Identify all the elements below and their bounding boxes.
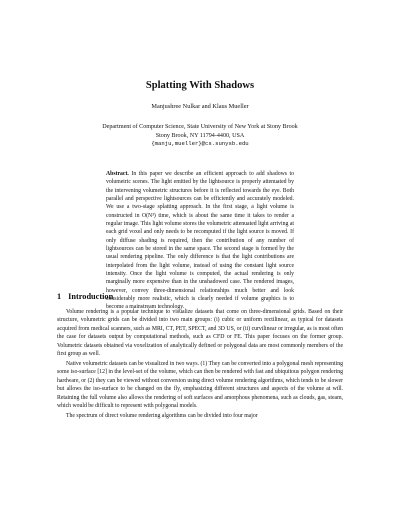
- author-emails: {manju,mueller}@cs.sunysb.edu: [151, 140, 249, 147]
- affiliation-department: Department of Computer Science, State University of New York at Stony Brook: [102, 124, 298, 130]
- abstract: [106, 170, 294, 312]
- abstract-label: Abstract.: [106, 171, 129, 177]
- section-title: Introduction: [68, 292, 114, 301]
- paper-title: Splatting With Shadows: [145, 80, 255, 91]
- paragraph: Native volumetric datasets can be visualized in two ways. (1) They can be converted into a polygonal mesh representing some iso-surface [12] in the level-set of the volume, which can then be rendered with fast and ubiquitous polygon rendering hardware, or (2) they can be viewed without conversion using direct volume rendering algorithms, which tends to be slower but allows the iso-surface to be changed on the fly, emphasizing different structures and aspects of the volume at will. Retaining the full volume also allows the rendering of soft surfaces and amorphous phenomena, such as clouds, gas, steam, which would be difficult to represent with polygonal models.: [57, 360, 343, 410]
- paragraph: The spectrum of direct volume rendering algorithms can be divided into four major: [66, 412, 258, 419]
- author-list: Manjushree Nulkar and Klaus Mueller: [151, 103, 249, 110]
- affiliation: [60, 123, 340, 149]
- body-text: [57, 308, 343, 421]
- section-heading: [57, 292, 113, 301]
- section-number: 1: [57, 292, 62, 301]
- paragraph: Volume rendering is a popular technique to visualize datasets that come on three-dimensional grids. Based on their structure, volumetric grids can be divided into two main groups: (i) cubic or uniform rectilinear, as typical for datasets acquired from medical scanners, such as MRI, CT, PET, SPECT, and 3D US, or (ii) curvilinear or irregular, as is most often the case for datasets output by computational methods, such as CFD or FE. This paper focuses on the former group. Volumetric datasets obtained via voxelization of analytically defined or polygonal data are most commonly members of the first group as well.: [57, 309, 343, 358]
- abstract-text: In this paper we describe an efficient approach to add shadows to volumetric scenes. The light emitted by the lightsource is properly attenuated by the intervening volumetric structures before it is reflected towards the eye. Both parallel and perspective lightsources can be efficiently and accurately modeled. We use a two-stage splatting approach. In the first stage, a light volume is constructed in O(N³) time, which is about the same time it takes to render a regular image. This light volume stores the volumetric attenuated light arriving at each grid voxel and only needs to be recomputed if the light source is moved. If only diffuse shading is required, then the contribution of any number of lightsources can be stored in the same space. The second stage is formed by the usual rendering pipeline. The only difference is that the light contributions are interpolated from the light volume, instead of using the constant light source intensity. Once the light volume is computed, the actual rendering is only marginally more expensive than in the unshadowed case. The rendered images, however, convey three-dimensional relationships much better and look considerably more realistic, which is clearly needed if volume graphics is to become a mainstream technology.: [106, 171, 295, 311]
- affiliation-address: Stony Brook, NY 11794-4400, USA: [155, 132, 245, 139]
